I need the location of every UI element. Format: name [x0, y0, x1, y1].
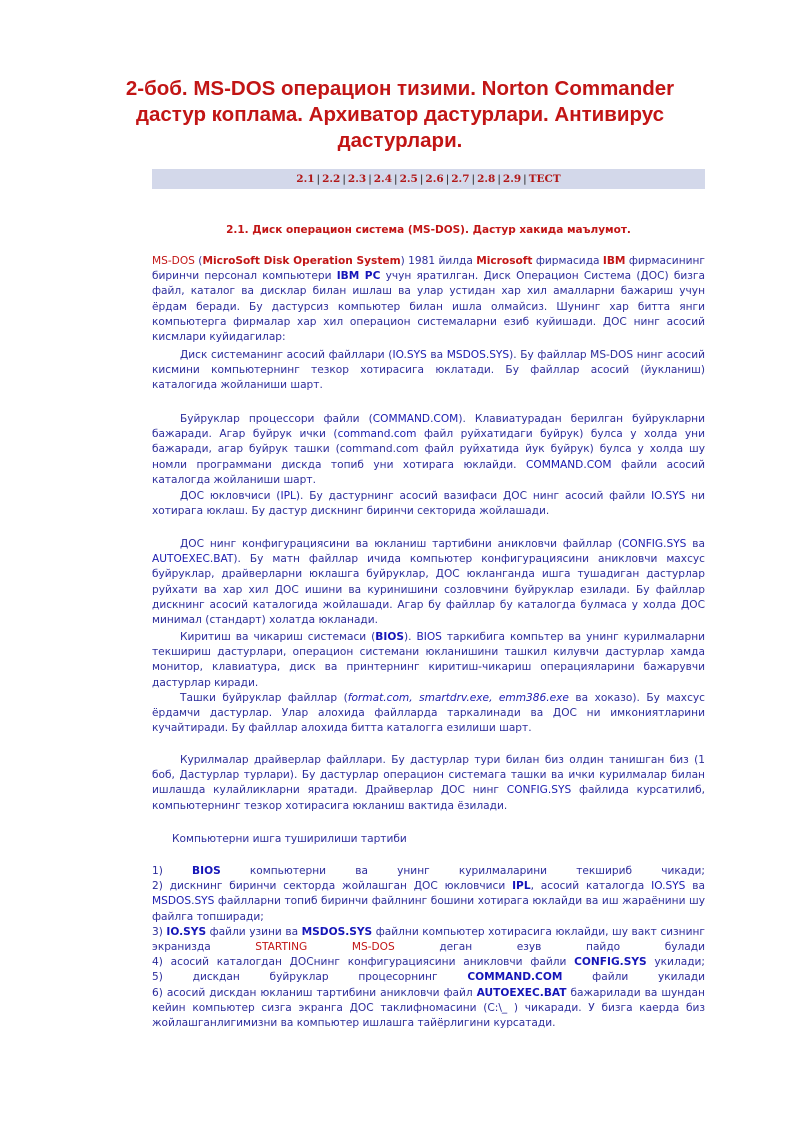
term-ibm-pc: IBM PC	[336, 270, 381, 283]
paragraph-boot-order-title: Компьютерни ишга туширилиши тартиби	[172, 833, 407, 845]
text-fragment: фирмасида	[532, 255, 603, 267]
term-ipl: IPL	[280, 490, 296, 502]
nav-separator: |	[419, 173, 424, 185]
text-fragment: учун яратилган. Диск Операцион Система (ДОС) бизга файл, каталог ва дисклар билан ишлаш ва улар устидан хар хил амалларни бажариш учун ёрдам беради. Бу дастурсиз компьютер билан ишла олмайсиз. Шунинг хар битта янги компьютерга фирмалар хар хил операцион системаларни езиб куйишади. ДОС нинг асосий кисмлари куйидагилар:	[152, 270, 705, 344]
term-command-com: COMMAND.COM	[467, 971, 563, 984]
term-config-sys: CONFIG.SYS	[622, 538, 687, 550]
text-fragment: файли укилади	[562, 971, 706, 984]
text-fragment: файлни компьютер хотирасига юклайди, шу вакт сизнинг экранизда	[152, 925, 705, 954]
list-item	[152, 879, 705, 925]
boot-order-list	[152, 864, 705, 1031]
text-fragment: укилади;	[646, 956, 705, 969]
list-item	[152, 864, 705, 879]
nav-link-2-8[interactable]: 2.8	[477, 173, 496, 185]
term-starting: STARTING	[255, 941, 308, 954]
nav-separator: |	[523, 173, 527, 185]
term-command-com: COMMAND.COM	[372, 413, 459, 425]
text-fragment: компьютерни ва унинг курилмаларини текшириб чикади;	[249, 865, 706, 877]
term-full-name: MicroSoft Disk Operation System	[202, 255, 401, 267]
nav-separator: |	[445, 173, 450, 185]
nav-separator: |	[471, 173, 476, 185]
term-config-sys: CONFIG.SYS	[506, 784, 572, 797]
term-msdos: MS-DOS	[351, 941, 395, 954]
term-ipl: IPL	[512, 880, 531, 893]
text-fragment: фирмасининг биринчи персонал компьютери	[152, 255, 705, 283]
text-fragment: ДОС юкловчиси (	[180, 490, 281, 502]
nav-link-тест[interactable]: ТЕСТ	[528, 173, 561, 185]
term-io-sys: IO.SYS	[651, 490, 686, 502]
term-msdos-sys: MSDOS.SYS	[446, 349, 510, 361]
list-item	[152, 986, 705, 1032]
text-fragment: (	[194, 255, 203, 267]
text-fragment: деган езув пайдо булади	[394, 941, 705, 954]
text-fragment: 4) асосий каталогдан ДОСнинг конфигурациясини аникловчи файли	[152, 956, 575, 969]
text-fragment: файл руйхатидаги буйрук) булса у холда уни бажаради, агар буйрук ташки (command.com файл руйхатида йук буйрук) булса у холда шу номли программани дискда топиб уни хотирага юклайди.	[152, 428, 705, 471]
text-fragment: 1)	[152, 865, 163, 877]
term-autoexec-bat: AUTOEXEC.BAT	[476, 986, 567, 999]
text-fragment: ). Бу файллар MS-DOS нинг асосий кисмини компьютернинг тезкор хотирасига юклатади. Бу файллар асосий (йукланиш) каталогида жойланиши шарт.	[152, 349, 706, 392]
term-msdos: MS-DOS	[152, 255, 195, 267]
text-fragment: Киритиш ва чикариш системаси (	[180, 631, 376, 643]
term-bios: BIOS	[192, 865, 221, 877]
list-item	[152, 925, 705, 955]
text-fragment: ни хотирага юклаш. Бу дастур дискнинг биринчи секторида жойлашади.	[152, 490, 706, 518]
term-command-com-lower: command.com	[337, 428, 417, 441]
text-fragment: Ташки буйруклар файллар (	[180, 692, 348, 704]
nav-separator: |	[342, 173, 346, 185]
term-io-sys: IO.SYS	[651, 880, 686, 893]
term-msdos-sys: MSDOS.SYS	[301, 925, 373, 938]
term-external-files: format.com, smartdrv.exe, emm386.exe	[347, 692, 569, 704]
term-command-com: COMMAND.COM	[525, 458, 612, 471]
term-bios: BIOS	[416, 631, 442, 643]
text-fragment: файлларни топиб биринчи файлнинг бошини хотирага юклайди ва иш жараёнини шу файлга топширади;	[152, 895, 705, 923]
term-config-sys: CONFIG.SYS	[574, 956, 647, 969]
paragraph-msdos-intro	[152, 254, 705, 345]
text-fragment: ва хоказо). Бу махсус ёрдамчи дастурлар. Улар алохида файлларда таркалинади ва ДОС ни имкониятларини кучайтиради. Бу файллар алохида битта каталогга езилиши шарт.	[152, 692, 705, 735]
text-fragment: файли узини ва	[206, 925, 302, 938]
text-fragment: ва	[686, 538, 705, 550]
paragraph-dos-loader	[152, 489, 705, 519]
nav-link-2-1[interactable]: 2.1	[296, 173, 315, 185]
text-fragment: таркибига компьтер ва унинг курилмаларни текшириш дастурлари, операцион системани юкланишини ташкил килувчи дастурлар хамда монитор, клавиатура, диск ва принтернинг киритиш-чикариш операцияларини бажарувчи дастурлар киради.	[152, 631, 706, 689]
text-fragment: 6) асосий дискдан юкланиш тартибини аникловчи файл	[152, 986, 477, 999]
paragraph-drivers	[152, 753, 705, 814]
text-fragment: ДОС нинг конфигурациясини ва юкланиш тартибини аникловчи файллар (	[180, 538, 623, 550]
list-item	[152, 970, 705, 985]
text-fragment: ) 1981 йилда	[400, 255, 477, 267]
text-fragment: 3)	[152, 925, 167, 938]
nav-link-2-9[interactable]: 2.9	[502, 173, 522, 185]
text-fragment: ). Бу матн файллар ичида компьютер конфигурациясини аникловчи махсус буйруклар, драйверларни юклашга буйруклар, ДОС юкланганда ишга тушадиган дастурлар руйхати ва хар хил ДОС ишини ва куринишини созловчини буйруклар езилади. Бу файллар дискнинг асосий каталогида жойлашади. Агар бу файллар бу каталогда булмаса у холда ДОС минимал (стандарт) холатда юкланади.	[152, 553, 705, 627]
text-fragment: 5) дискдан буйруклар процесорнинг	[152, 971, 468, 984]
nav-link-2-4[interactable]: 2.4	[373, 173, 393, 185]
text-fragment: ва	[426, 349, 447, 361]
term-io-sys: IO.SYS	[392, 349, 427, 361]
paragraph-config-files	[152, 537, 705, 628]
paragraph-command-processor	[152, 412, 705, 488]
term-msdos-sys: MSDOS.SYS	[152, 895, 215, 908]
nav-separator: |	[497, 173, 501, 185]
text-fragment: ва	[685, 880, 705, 893]
text-fragment: файлида курсатилиб, компьютернинг тезкор хотирасига юкланиш вактида ёзилади.	[152, 784, 705, 812]
page-title: 2-боб. MS-DOS операцион тизими. Norton Commander дастур коплама. Архиватор дастурлари. Антивирус дастурлари.	[125, 77, 675, 152]
term-io-sys: IO.SYS	[166, 925, 207, 938]
chapter-nav	[152, 169, 705, 189]
paragraph-bios	[152, 630, 705, 691]
term-autoexec-bat: AUTOEXEC.BAT	[152, 553, 234, 566]
nav-link-2-7[interactable]: 2.7	[451, 173, 470, 185]
paragraph-system-files	[152, 348, 705, 394]
text-fragment: ).	[403, 631, 417, 643]
text-fragment: бажарилади ва шундан кейин компьютер сизга экранга ДОС таклифномасини (C:\_ ) чикаради. У бизга каерда биз жойлашганлигимизни ва компьютер ишлашга тайёрлигини курсатади.	[152, 986, 705, 1030]
text-fragment: ). Клавиатурадан берилган буйрукларни бажаради. Агар буйрук ички (	[152, 413, 705, 441]
text-fragment: Буйруклар процессори файли (	[180, 413, 373, 425]
list-item	[152, 955, 705, 970]
nav-separator: |	[394, 173, 398, 185]
nav-separator: |	[368, 173, 372, 185]
text-fragment: ). Бу дастурнинг асосий вазифаси ДОС нинг асосий файли	[295, 490, 652, 502]
term-bios: BIOS	[375, 631, 404, 643]
text-fragment: файли асосий каталогда жойланиши шарт.	[152, 458, 705, 486]
nav-link-2-2[interactable]: 2.2	[322, 173, 341, 185]
term-microsoft: Microsoft	[476, 255, 533, 267]
nav-separator: |	[316, 173, 321, 185]
section-heading: 2.1. Диск операцион система (MS-DOS). Дастур хакида маълумот.	[226, 224, 631, 236]
nav-link-2-5[interactable]: 2.5	[399, 173, 418, 185]
nav-link-2-3[interactable]: 2.3	[347, 173, 367, 185]
text-fragment: Диск системанинг асосий файллари (	[180, 349, 393, 361]
term-ibm: IBM	[602, 255, 626, 267]
text-fragment: Курилмалар драйверлар файллари. Бу дастурлар тури билан биз олдин танишган биз (1 боб, Дастурлар турлари). Бу дастурлар операцион системага ташки ва ички курилмалар билан ишлашда кулайликларни яратади. Драйверлар ДОС нинг	[152, 754, 705, 797]
paragraph-external-commands	[152, 691, 705, 737]
text-fragment: , асосий каталогда	[530, 880, 652, 893]
text-fragment: 2) дискнинг биринчи секторда жойлашган ДОС юкловчиси	[152, 880, 513, 893]
nav-link-2-6[interactable]: 2.6	[425, 173, 444, 185]
